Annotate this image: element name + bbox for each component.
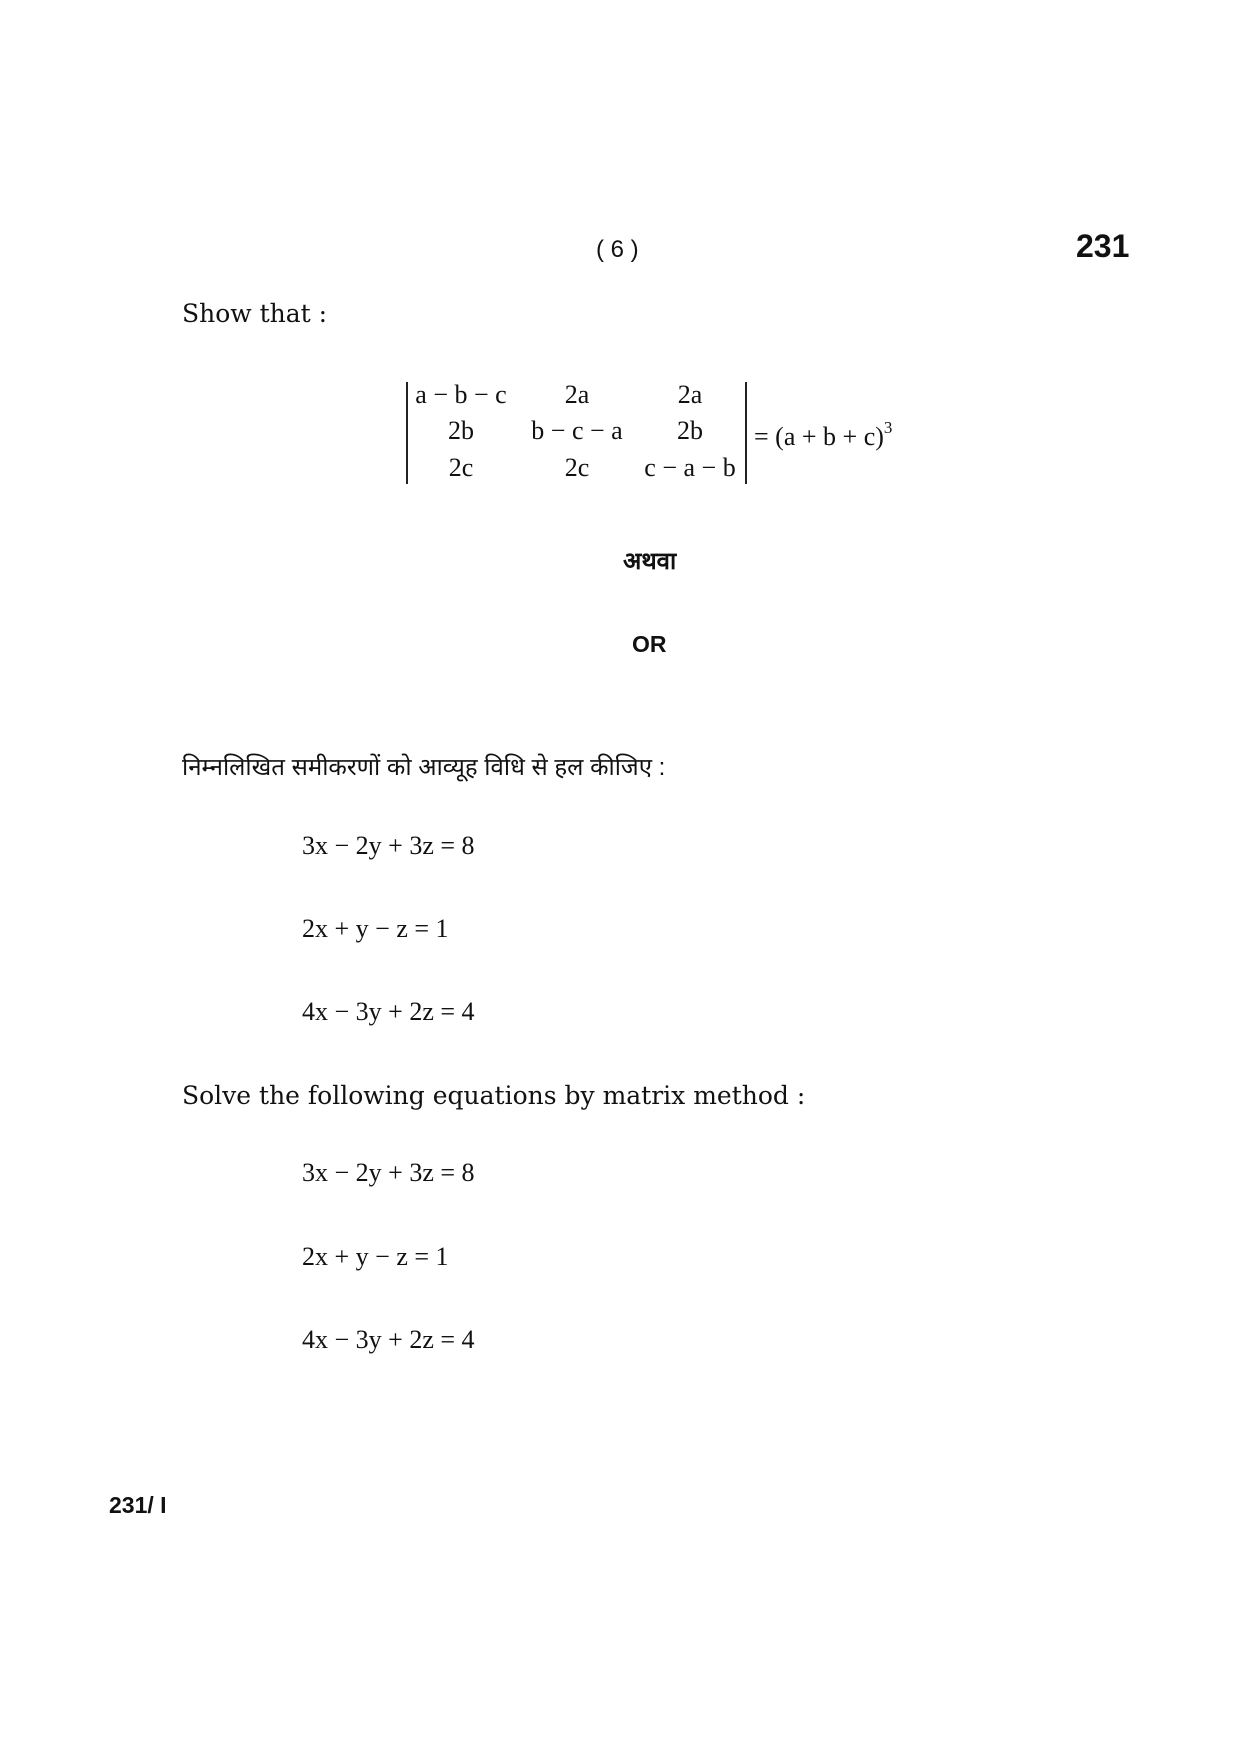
det-cell-r3c2: 2c bbox=[564, 453, 590, 482]
paper-code-footer: 231/ I bbox=[109, 1492, 167, 1518]
hindi-question-prompt: निम्नलिखित समीकरणों को आव्यूह विधि से हल कीजिए : bbox=[182, 754, 666, 781]
det-cell-r3c3: c − a − b bbox=[644, 453, 736, 482]
equation-hindi-3: 4x − 3y + 2z = 4 bbox=[302, 997, 475, 1026]
det-cell-r1c2: 2a bbox=[564, 380, 590, 409]
det-cell-r1c3: 2a bbox=[677, 380, 703, 409]
det-cell-r2c3: 2b bbox=[677, 416, 703, 445]
equation-english-3: 4x − 3y + 2z = 4 bbox=[302, 1325, 475, 1354]
or-separator-english: OR bbox=[632, 631, 667, 657]
determinant-rhs bbox=[754, 418, 892, 452]
determinant-rhs-base: = (a + b + c) bbox=[754, 422, 884, 451]
equation-hindi-2: 2x + y − z = 1 bbox=[302, 914, 449, 943]
or-separator-hindi: अथवा bbox=[623, 548, 677, 575]
equation-english-1: 3x − 2y + 3z = 8 bbox=[302, 1158, 475, 1187]
det-cell-r1c1: a − b − c bbox=[415, 380, 507, 409]
det-cell-r2c1: 2b bbox=[448, 416, 474, 445]
english-question-prompt: Solve the following equations by matrix method : bbox=[182, 1081, 806, 1110]
equation-hindi-1: 3x − 2y + 3z = 8 bbox=[302, 831, 475, 860]
equation-english-2: 2x + y − z = 1 bbox=[302, 1242, 449, 1271]
page-number: ( 6 ) bbox=[596, 236, 639, 263]
det-cell-r2c2: b − c − a bbox=[531, 416, 623, 445]
det-cell-r3c1: 2c bbox=[448, 453, 474, 482]
paper-code-header: 231 bbox=[1076, 228, 1130, 264]
question-prompt: Show that : bbox=[182, 299, 328, 328]
determinant-rhs-exponent: 3 bbox=[883, 418, 893, 437]
